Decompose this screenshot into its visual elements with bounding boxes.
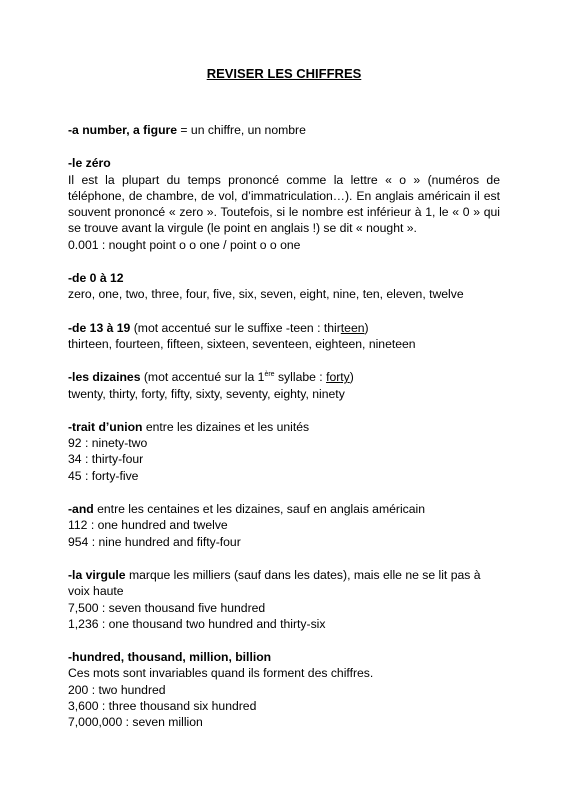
hyphen-note: entre les dizaines et les unités (142, 419, 310, 434)
hyphen-example: 92 : ninety-two (68, 436, 148, 451)
big-heading: -hundred, thousand, million, billion (68, 650, 272, 665)
zero-example: 0.001 : nought point o o one / point o o one (68, 237, 301, 252)
section-teens (68, 320, 500, 353)
comma-note: marque les milliers (sauf dans les dates), mais elle ne se lit pas à voix haute (68, 567, 481, 599)
zero-text: Il est la plupart du temps prononcé comme la lettre « o » (numéros de téléphone, de chambre, de vol, d’immatriculation…). En anglais américain il est souvent prononcé « zero ». Toutefois, si le nombre est inférieur à 1, le « 0 » qui se trouve avant la virgule (le point en anglais !) se dit « nought ». (68, 172, 500, 236)
section-intro (68, 122, 500, 138)
and-example: 954 : nine hundred and fifty-four (68, 534, 241, 549)
big-example: 7,000,000 : seven million (68, 715, 203, 730)
big-example: 200 : two hundred (68, 682, 166, 697)
teens-note-underlined: teen (340, 320, 365, 335)
big-text: Ces mots sont invariables quand ils forment des chiffres. (68, 666, 374, 681)
page-title: REVISER LES CHIFFRES (206, 66, 362, 81)
and-note: entre les centaines et les dizaines, sauf en anglais américain (93, 502, 426, 517)
tens-note-mid: syllabe : (274, 370, 327, 385)
teens-note-start: (mot accentué sur le suffixe -teen : thir (130, 320, 341, 335)
intro-def: = un chiffre, un nombre (177, 123, 306, 137)
hyphen-heading: -trait d’union (68, 419, 143, 434)
zero-to-twelve-heading: -de 0 à 12 (68, 271, 124, 286)
section-and (68, 501, 500, 550)
tens-note-sup: ère (264, 371, 275, 379)
section-big-numbers (68, 649, 500, 730)
tens-note-end: ) (349, 370, 354, 385)
teens-note-end: ) (364, 320, 369, 335)
zero-to-twelve-text: zero, one, two, three, four, five, six, seven, eight, nine, ten, eleven, twelve (68, 287, 464, 302)
tens-note-tail: ty (340, 370, 350, 385)
section-tens (68, 369, 500, 402)
intro-term: -a number, a figure (68, 123, 178, 137)
tens-heading: -les dizaines (68, 370, 141, 385)
hyphen-example: 34 : thirty-four (68, 452, 144, 467)
comma-heading: -la virgule (68, 567, 126, 582)
teens-text: thirteen, fourteen, fifteen, sixteen, seventeen, eighteen, nineteen (68, 336, 416, 351)
tens-note-start: (mot accentué sur la 1 (140, 370, 265, 385)
and-heading: -and (68, 502, 94, 517)
zero-heading: -le zéro (68, 156, 111, 171)
comma-example: 7,500 : seven thousand five hundred (68, 600, 266, 615)
section-zero (68, 155, 500, 253)
document-page (68, 66, 500, 748)
tens-note-underlined: for (326, 370, 341, 385)
big-example: 3,600 : three thousand six hundred (68, 699, 257, 714)
hyphen-example: 45 : forty-five (68, 468, 139, 483)
section-comma (68, 567, 500, 632)
comma-example: 1,236 : one thousand two hundred and thirty-six (68, 616, 326, 631)
section-hyphen (68, 419, 500, 484)
section-zero-to-twelve (68, 270, 500, 303)
tens-text: twenty, thirty, forty, fifty, sixty, seventy, eighty, ninety (68, 386, 345, 401)
and-example: 112 : one hundred and twelve (68, 518, 228, 533)
teens-heading: -de 13 à 19 (68, 320, 131, 335)
